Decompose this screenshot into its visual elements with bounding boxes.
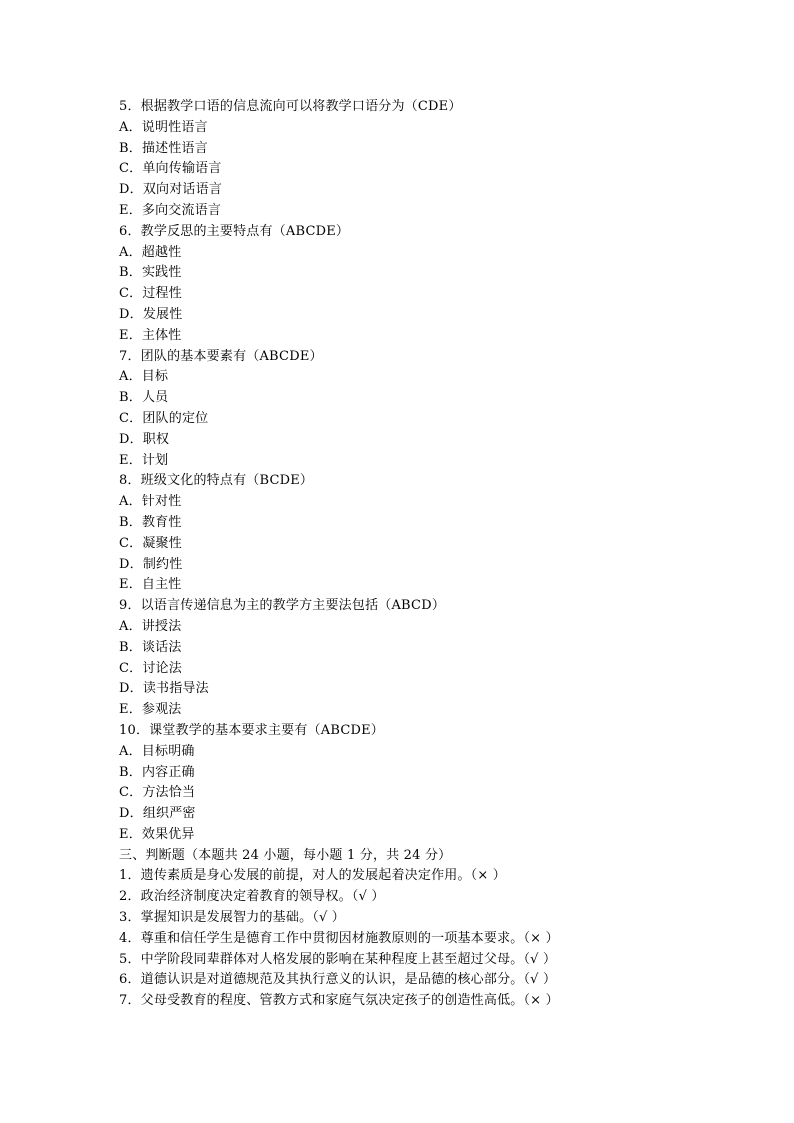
question-10-option-e: E．效果优异 (119, 826, 195, 842)
question-5-stem: 5．根据教学口语的信息流向可以将教学口语分为（CDE） (119, 99, 462, 114)
judgment-item-4: 4．尊重和信任学生是德育工作中贯彻因材施教原则的一项基本要求。（× ） (119, 930, 559, 946)
question-5-option-e: E．多向交流语言 (119, 202, 222, 218)
question-8-option-b: B．教育性 (119, 514, 182, 530)
judgment-item-7: 7．父母受教育的程度、管教方式和家庭气氛决定孩子的创造性高低。（× ） (119, 993, 559, 1009)
question-9-option-c: C．讨论法 (119, 660, 182, 676)
question-7-option-e: E．计划 (119, 452, 169, 468)
question-5-option-b: B．描述性语言 (119, 140, 208, 156)
question-8-option-e: E．自主性 (119, 577, 182, 593)
section-heading-judgment: 三、判断题（本题共 24 小题，每小题 1 分，共 24 分） (119, 847, 452, 863)
question-6-option-e: E．主体性 (119, 327, 182, 343)
question-9-option-e: E．参观法 (119, 702, 182, 718)
question-6-option-d: D．发展性 (119, 306, 183, 322)
judgment-item-6: 6．道德认识是对道德规范及其执行意义的认识，是品德的核心部分。（√ ） (119, 972, 557, 988)
question-10-option-d: D．组织严密 (119, 806, 196, 822)
judgment-item-3: 3．掌握知识是发展智力的基础。（√ ） (119, 910, 345, 926)
question-8-option-d: D．制约性 (119, 556, 183, 572)
question-10-stem: 10．课堂教学的基本要求主要有（ABCDE） (119, 722, 384, 738)
question-6-option-a: A．超越性 (119, 244, 182, 260)
question-7-option-d: D．职权 (119, 431, 170, 447)
question-8-stem: 8．班级文化的特点有（BCDE） (119, 473, 314, 489)
question-9-option-d: D．读书指导法 (119, 681, 209, 697)
question-10-option-c: C．方法恰当 (119, 785, 196, 801)
question-9-option-a: A．讲授法 (119, 618, 182, 634)
judgment-item-1: 1．遗传素质是身心发展的前提，对人的发展起着决定作用。（× ） (119, 868, 506, 884)
question-6-option-c: C．过程性 (119, 286, 182, 302)
question-6-stem: 6．教学反思的主要特点有（ABCDE） (119, 223, 350, 239)
question-5-option-c: C．单向传输语言 (119, 161, 222, 177)
question-6-option-b: B．实践性 (119, 265, 182, 281)
question-9-option-b: B．谈话法 (119, 639, 182, 655)
question-7-stem: 7．团队的基本要素有（ABCDE） (119, 348, 323, 364)
question-7-option-c: C．团队的定位 (119, 410, 209, 426)
question-8-option-c: C．凝聚性 (119, 535, 182, 551)
document-page (119, 97, 759, 1012)
question-9-stem: 9．以语言传递信息为主的教学方主要法包括（ABCD） (119, 598, 446, 614)
question-5-option-d: D．双向对话语言 (119, 182, 223, 198)
question-10-option-a: A．目标明确 (119, 743, 195, 759)
question-8-option-a: A．针对性 (119, 494, 182, 510)
judgment-item-5: 5．中学阶段同辈群体对人格发展的影响在某种程度上甚至超过父母。（√ ） (119, 951, 557, 967)
question-10-option-b: B．内容正确 (119, 764, 195, 780)
question-7-option-a: A．目标 (119, 369, 169, 385)
judgment-item-2: 2．政治经济制度决定着教育的领导权。（√ ） (119, 889, 385, 905)
question-7-option-b: B．人员 (119, 390, 169, 406)
question-5-option-a: A．说明性语言 (119, 119, 208, 135)
